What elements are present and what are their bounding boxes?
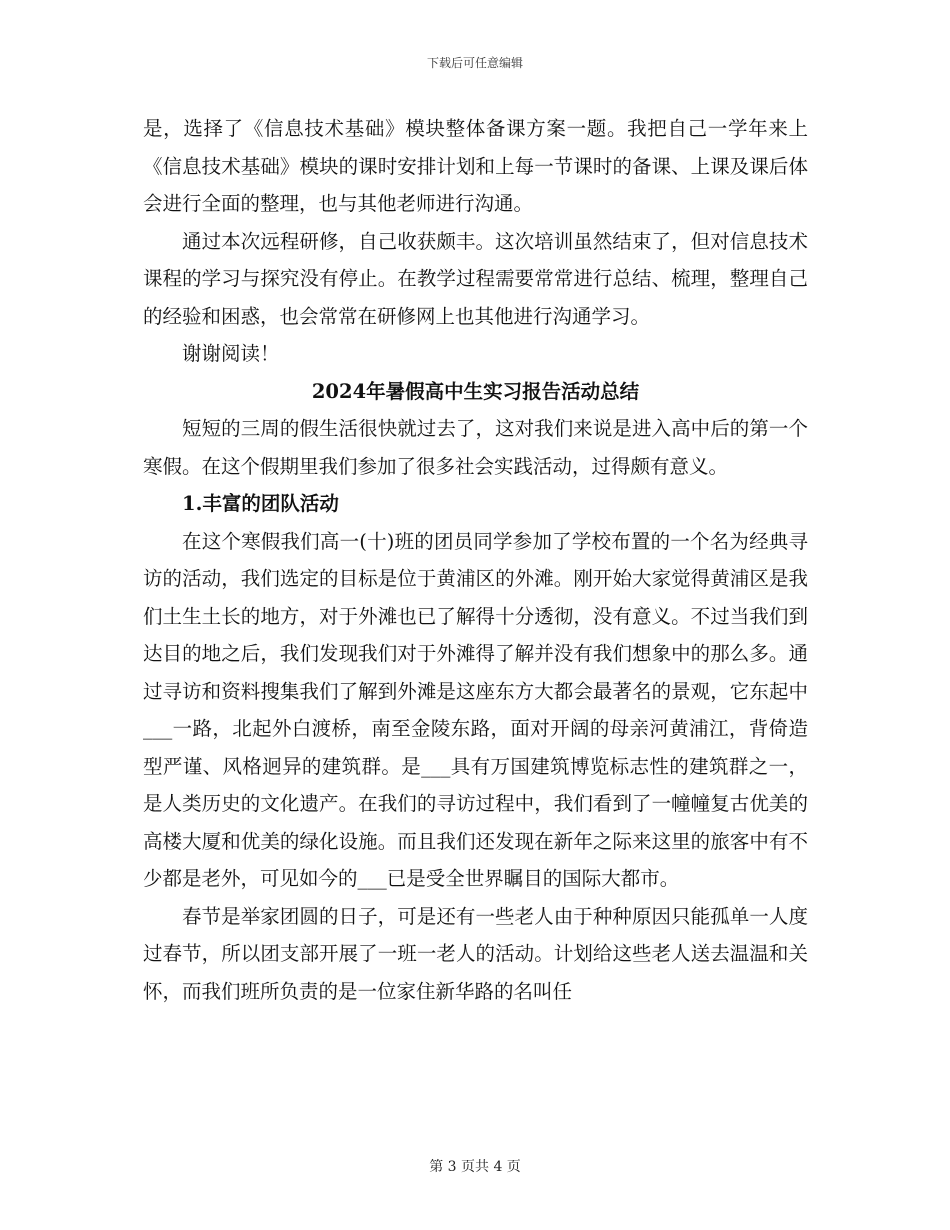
paragraph-intro: 短短的三周的假生活很快就过去了，这对我们来说是进入高中后的第一个寒假。在这个假期里我们参加了很多社会实践活动，过得颇有意义。 bbox=[143, 417, 808, 478]
paragraph-spring-festival: 春节是举家团圆的日子，可是还有一些老人由于种种原因只能孤单一人度过春节，所以团支部开展了一班一老人的活动。计划给这些老人送去温温和关怀，而我们班所负责的是一位家住新华路的名叫任 bbox=[143, 904, 808, 1003]
paragraph-bund-visit: 在这个寒假我们高一(十)班的团员同学参加了学校布置的一个名为经典寻访的活动，我们选定的目标是位于黄浦区的外滩。刚开始大家觉得黄浦区是我们土生土长的地方，对于外滩也已了解得十分透彻，没有意义。不过当我们到达目的地之后，我们发现我们对于外滩得了解并没有我们想象中的那么多。通过寻访和资料搜集我们了解到外滩是这座东方大都会最著名的景观，它东起中___一路，北起外白渡桥，南至金陵东路，面对开阔的母亲河黄浦江，背倚造型严谨、风格迥异的建筑群。是___具有万国建筑博览标志性的建筑群之一，是人类历史的文化遗产。在我们的寻访过程中，我们看到了一幢幢复古优美的高楼大厦和优美的绿化设施。而且我们还发现在新年之际来这里的旅客中有不少都是老外，可见如今的___已是受全世界瞩目的国际大都市。 bbox=[143, 529, 808, 890]
paragraph-continued: 是，选择了《信息技术基础》模块整体备课方案一题。我把自己一学年来上《信息技术基础》模块的课时安排计划和上每一节课时的备课、上课及课后体会进行全面的整理，也与其他老师进行沟通。 bbox=[143, 117, 808, 215]
document-body bbox=[143, 110, 808, 1010]
paragraph-reflection: 通过本次远程研修，自己收获颇丰。这次培训虽然结束了，但对信息技术课程的学习与探究没有停止。在教学过程需要常常进行总结、梳理，整理自己的经验和困惑，也会常常在研修网上也其他进行沟通学习。 bbox=[143, 229, 808, 328]
page-header: 下载后可任意编辑 bbox=[426, 56, 523, 70]
page-footer: 第 3 页共 4 页 bbox=[429, 1159, 521, 1175]
paragraph-thanks: 谢谢阅读！ bbox=[182, 342, 280, 365]
subheading-team-activities: 1.丰富的团队活动 bbox=[182, 492, 339, 515]
section-title: 2024年暑假高中生实习报告活动总结 bbox=[311, 379, 640, 403]
